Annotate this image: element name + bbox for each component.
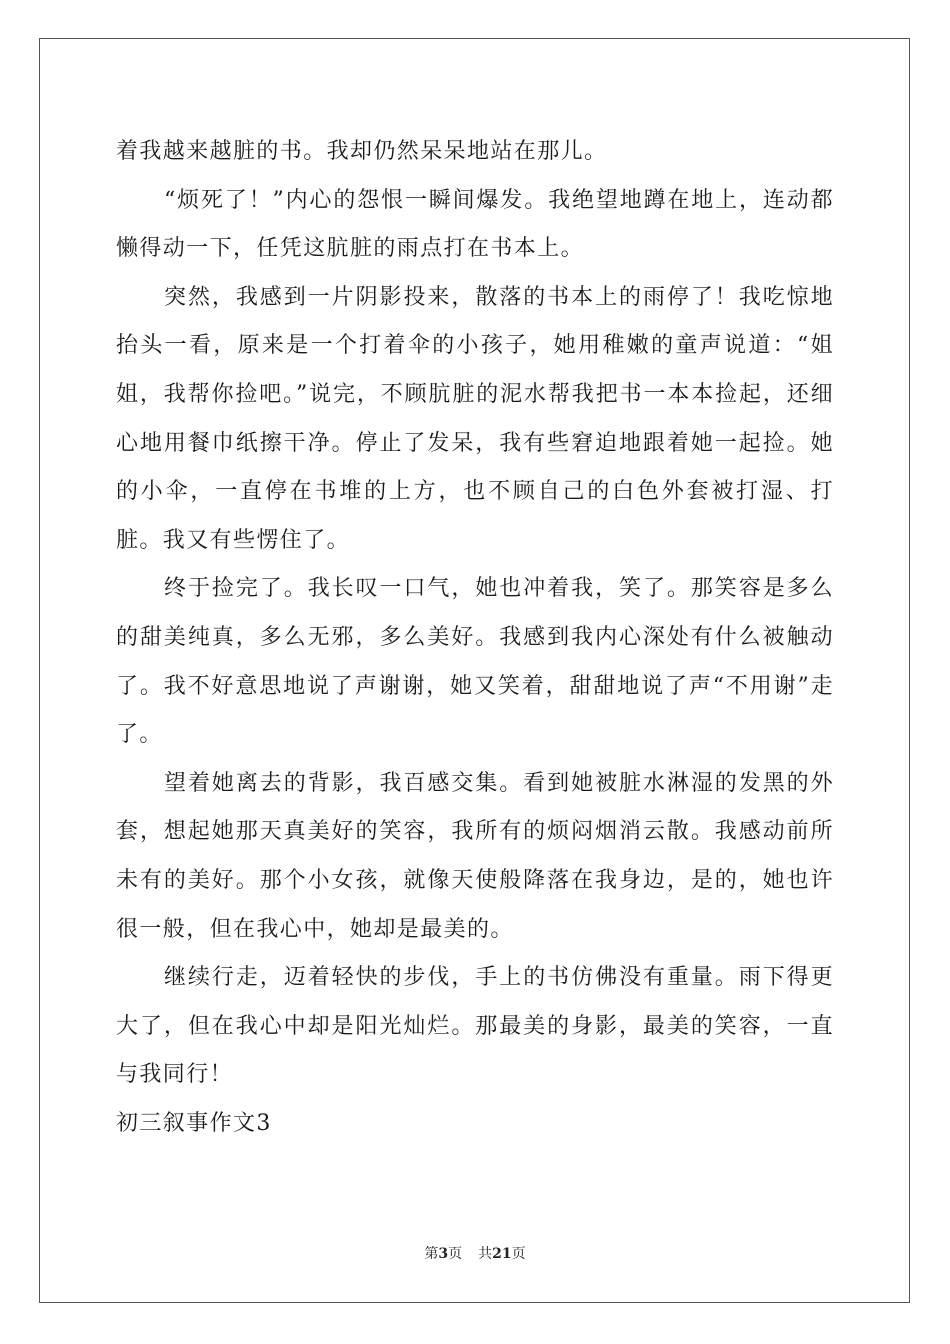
document-body: [116, 128, 834, 1148]
paragraph: 望着她离去的背影，我百感交集。看到她被脏水淋湿的发黑的外套，想起她那天真美好的笑容，我所有的烦闷烟消云散。我感动前所未有的美好。那个小女孩，就像天使般降落在我身边，是的，她也许很一般，但在我心中，她却是最美的。: [116, 770, 834, 942]
footer-total-suffix: 页: [511, 1246, 526, 1262]
paragraph: “烦死了！”内心的怨恨一瞬间爆发。我绝望地蹲在地上，连动都懒得动一下，任凭这肮脏的雨点打在书本上。: [116, 187, 834, 262]
current-page-number: 3: [438, 1246, 449, 1262]
paragraph: 终于捡完了。我长叹一口气，她也冲着我，笑了。那笑容是多么的甜美纯真，多么无邪，多么美好。我感到我内心深处有什么被触动了。我不好意思地说了声谢谢，她又笑着，甜甜地说了声“不用谢”走了。: [116, 576, 834, 748]
footer-total-prefix: 共: [478, 1246, 493, 1262]
total-page-count: 21: [492, 1246, 512, 1262]
paragraph: 继续行走，迈着轻快的步伐，手上的书仿佛没有重量。雨下得更大了，但在我心中却是阳光灿烂。那最美的身影，最美的笑容，一直与我同行！: [116, 965, 834, 1088]
page-footer: [0, 1244, 950, 1264]
footer-prefix: 第: [424, 1246, 439, 1262]
paragraph-continuation: 着我越来越脏的书。我却仍然呆呆地站在那儿。: [116, 139, 608, 164]
footer-page-suffix: 页: [448, 1246, 463, 1262]
section-heading: 初三叙事作文3: [116, 1110, 272, 1136]
paragraph: 突然，我感到一片阴影投来，散落的书本上的雨停了！我吃惊地抬头一看，原来是一个打着伞的小孩子，她用稚嫩的童声说道：“姐姐，我帮你捡吧。”说完，不顾肮脏的泥水帮我把书一本本捡起，还细心地用餐巾纸擦干净。停止了发呆，我有些窘迫地跟着她一起捡。她的小伞，一直停在书堆的上方，也不顾自己的白色外套被打湿、打脏。我又有些愣住了。: [116, 284, 834, 553]
